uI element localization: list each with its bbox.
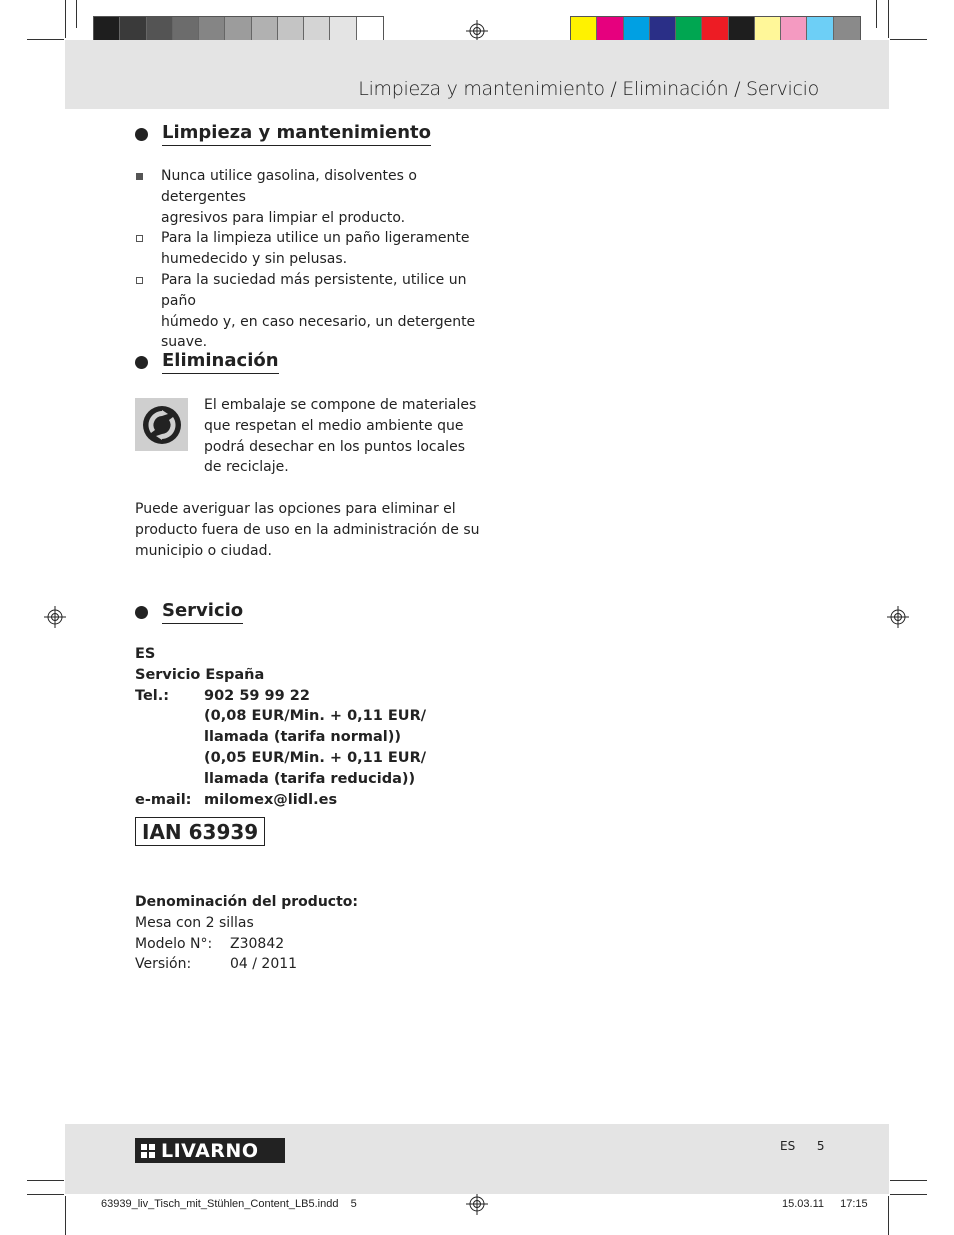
- text-line: municipio o ciudad.: [135, 542, 272, 559]
- text-line: El embalaje se compone de materiales: [204, 397, 477, 413]
- tel-number: 902 59 99 22: [204, 687, 310, 704]
- list-item-text: Para la suciedad más persistente, utilice un paño: [161, 271, 467, 309]
- rate-line: [135, 706, 426, 727]
- page-title: Limpieza y mantenimiento / Eliminación / Servicio: [358, 78, 819, 100]
- product-label: Denominación del producto:: [135, 894, 358, 910]
- service-tel-row: [135, 686, 426, 707]
- crop-mark: [888, 1196, 889, 1235]
- service-contact: [135, 644, 426, 810]
- section-heading-service: [135, 600, 243, 624]
- rate-text: (0,05 EUR/Min. + 0,11 EUR/: [204, 749, 427, 766]
- rate-text: llamada (tarifa normal)): [204, 729, 401, 746]
- email-label: e-mail:: [135, 791, 192, 808]
- product-name: Mesa con 2 sillas: [135, 914, 254, 931]
- brand-name: LIVARNO: [161, 1139, 259, 1162]
- service-country: ES: [135, 646, 156, 662]
- registration-mark-icon: [887, 606, 909, 628]
- list-item-text: Para la limpieza utilice un paño ligeramente: [161, 230, 470, 247]
- cleaning-heading: Limpieza y mantenimiento: [162, 122, 431, 146]
- language-code: ES: [780, 1139, 796, 1153]
- service-email-row: [135, 790, 426, 811]
- rate-text: llamada (tarifa reducida)): [204, 770, 416, 787]
- hollow-square-bullet-icon: [136, 235, 143, 242]
- file-date: 15.03.11: [782, 1198, 825, 1210]
- registration-mark-icon: [466, 1193, 488, 1215]
- logo-mark-icon: [141, 1144, 155, 1158]
- list-item: [135, 270, 480, 353]
- service-name: Servicio España: [135, 666, 265, 683]
- page-number: [780, 1139, 825, 1153]
- bullet-dot-icon: [135, 606, 148, 619]
- hollow-square-bullet-icon: [136, 277, 143, 284]
- list-item-text: humedecido y sin pelusas.: [161, 251, 348, 268]
- livarno-logo: [135, 1138, 285, 1163]
- crop-mark: [890, 1180, 927, 1181]
- crop-mark: [890, 39, 927, 40]
- filled-square-bullet-icon: [136, 173, 143, 180]
- model-value: Z30842: [230, 935, 285, 952]
- service-heading: Servicio: [162, 600, 243, 624]
- green-dot-recycle-icon: [142, 405, 182, 445]
- email-address: milomex@lidl.es: [204, 791, 338, 808]
- model-row: [135, 934, 358, 955]
- text-line: podrá desechar en los puntos locales: [204, 438, 465, 455]
- timestamp-slug: [782, 1198, 868, 1210]
- disposal-heading: Eliminación: [162, 350, 279, 374]
- crop-mark: [27, 1194, 64, 1195]
- crop-mark: [888, 0, 889, 38]
- file-time: 17:15: [840, 1198, 868, 1210]
- text-line: de reciclaje.: [204, 459, 289, 476]
- rate-text: (0,08 EUR/Min. + 0,11 EUR/: [204, 708, 427, 725]
- bullet-dot-icon: [135, 128, 148, 141]
- recycling-symbol: [135, 398, 188, 451]
- text-line: producto fuera de uso en la administración de su: [135, 521, 480, 538]
- version-row: [135, 954, 358, 975]
- text-line: Puede averiguar las opciones para eliminar el: [135, 501, 456, 517]
- bullet-dot-icon: [135, 356, 148, 369]
- rate-line: [135, 727, 426, 748]
- version-label: Versión:: [135, 956, 192, 973]
- model-label: Modelo N°:: [135, 935, 213, 952]
- ian-box: IAN 63939: [135, 817, 265, 846]
- crop-mark: [876, 0, 877, 28]
- disposal-options-paragraph: [135, 499, 480, 561]
- list-item: [135, 228, 480, 270]
- crop-mark: [65, 1196, 66, 1235]
- section-heading-disposal: [135, 350, 279, 374]
- list-item-text: húmedo y, en caso necesario, un detergente: [161, 313, 476, 330]
- file-name: 63939_liv_Tisch_mit_Stühlen_Content_LB5.indd: [101, 1198, 339, 1210]
- crop-mark: [65, 0, 66, 38]
- rate-line: [135, 769, 426, 790]
- crop-mark: [27, 39, 64, 40]
- list-item-text: agresivos para limpiar el producto.: [161, 209, 406, 226]
- text-line: que respetan el medio ambiente que: [204, 417, 464, 434]
- list-item: [135, 166, 480, 228]
- packaging-paragraph: [204, 395, 484, 478]
- rate-line: [135, 748, 426, 769]
- list-item-text: suave.: [161, 334, 208, 351]
- crop-mark: [890, 1194, 927, 1195]
- tel-label: Tel.:: [135, 687, 170, 704]
- file-page: 5: [350, 1198, 357, 1210]
- cleaning-list: [135, 166, 480, 353]
- crop-mark: [76, 0, 77, 28]
- crop-mark: [27, 1180, 64, 1181]
- product-info: [135, 892, 358, 975]
- registration-mark-icon: [466, 20, 488, 42]
- registration-mark-icon: [44, 606, 66, 628]
- version-value: 04 / 2011: [230, 956, 298, 973]
- header-band: [65, 40, 889, 109]
- section-heading-cleaning: [135, 122, 431, 146]
- file-slug: [101, 1198, 357, 1210]
- page-num: 5: [816, 1139, 825, 1153]
- list-item-text: Nunca utilice gasolina, disolventes o detergentes: [161, 168, 417, 205]
